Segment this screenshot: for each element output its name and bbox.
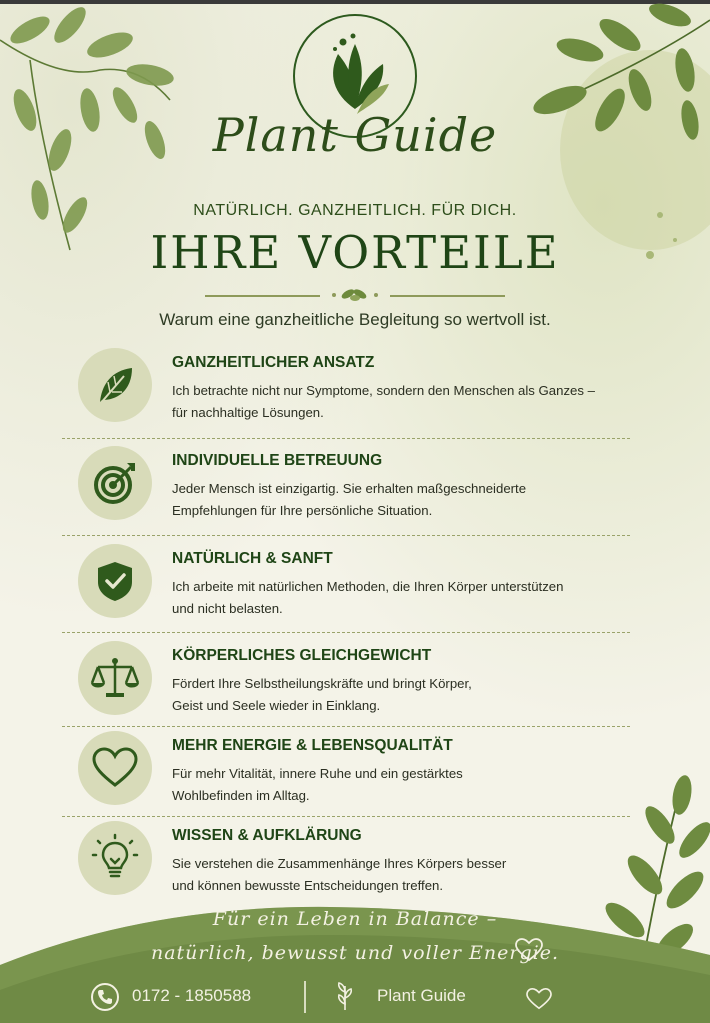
- benefit-description: Für mehr Vitalität, innere Ruhe und ein gestärktes Wohlbefinden im Alltag.: [172, 766, 463, 803]
- heart-outline-icon: [514, 937, 544, 963]
- scale-icon: [78, 641, 152, 715]
- lightbulb-icon: [78, 821, 152, 895]
- benefit-item: [78, 544, 630, 624]
- phone-number[interactable]: 0172 - 1850588: [132, 986, 252, 1005]
- dashed-separator: [62, 632, 630, 633]
- benefit-description: Sie verstehen die Zusammenhänge Ihres Körpers besser und können bewusste Entscheidungen treffen.: [172, 856, 507, 893]
- heart-icon: [78, 731, 152, 805]
- footer-slogan-line1: Für ein Leben in Balance –: [212, 908, 498, 930]
- dashed-separator: [62, 438, 630, 439]
- title-divider-left: [205, 295, 320, 297]
- benefit-title: MEHR ENERGIE & LEBENSQUALITÄT: [172, 737, 453, 754]
- leaf-icon: [78, 348, 152, 422]
- benefit-description: Jeder Mensch ist einzigartig. Sie erhalten maßgeschneiderte Empfehlungen für Ihre persönliche Situation.: [172, 481, 527, 518]
- dashed-separator: [62, 726, 630, 727]
- benefit-description: Ich arbeite mit natürlichen Methoden, die Ihren Körper unterstützen und nicht belasten.: [172, 579, 564, 616]
- shield-check-icon: [78, 544, 152, 618]
- heart-outline-icon: [525, 987, 553, 1011]
- footer-brand: Plant Guide: [377, 986, 466, 1005]
- benefit-title: NATÜRLICH & SANFT: [172, 550, 333, 567]
- brand-tagline: NATÜRLICH. GANZHEITLICH. FÜR DICH.: [193, 202, 517, 219]
- divider-leaf-ornament-icon: [330, 286, 380, 304]
- benefit-item: [78, 731, 630, 811]
- benefit-title: KÖRPERLICHES GLEICHGEWICHT: [172, 647, 432, 664]
- benefit-item: [78, 446, 630, 526]
- plant-icon: [332, 980, 358, 1012]
- page-subtitle: Warum eine ganzheitliche Begleitung so wertvoll ist.: [159, 310, 551, 329]
- page-title: IHRE VORTEILE: [150, 226, 560, 279]
- benefit-item: [78, 641, 630, 721]
- benefit-title: WISSEN & AUFKLÄRUNG: [172, 827, 362, 844]
- benefit-title: INDIVIDUELLE BETREUUNG: [172, 452, 383, 469]
- footer-slogan-line2: natürlich, bewusst und voller Energie.: [150, 942, 560, 964]
- brand-name: Plant Guide: [212, 108, 498, 162]
- footer-divider: [304, 981, 306, 1013]
- benefit-description: Ich betrachte nicht nur Symptome, sondern den Menschen als Ganzes – für nachhaltige Lösungen.: [172, 383, 595, 420]
- dashed-separator: [62, 816, 630, 817]
- benefit-item: [78, 821, 630, 901]
- title-divider-right: [390, 295, 505, 297]
- benefit-item: [78, 348, 630, 428]
- dashed-separator: [62, 535, 630, 536]
- benefit-description: Fördert Ihre Selbstheilungskräfte und bringt Körper, Geist und Seele wieder in Einklang.: [172, 676, 472, 713]
- phone-icon: [90, 982, 120, 1012]
- benefit-title: GANZHEITLICHER ANSATZ: [172, 354, 375, 371]
- target-icon: [78, 446, 152, 520]
